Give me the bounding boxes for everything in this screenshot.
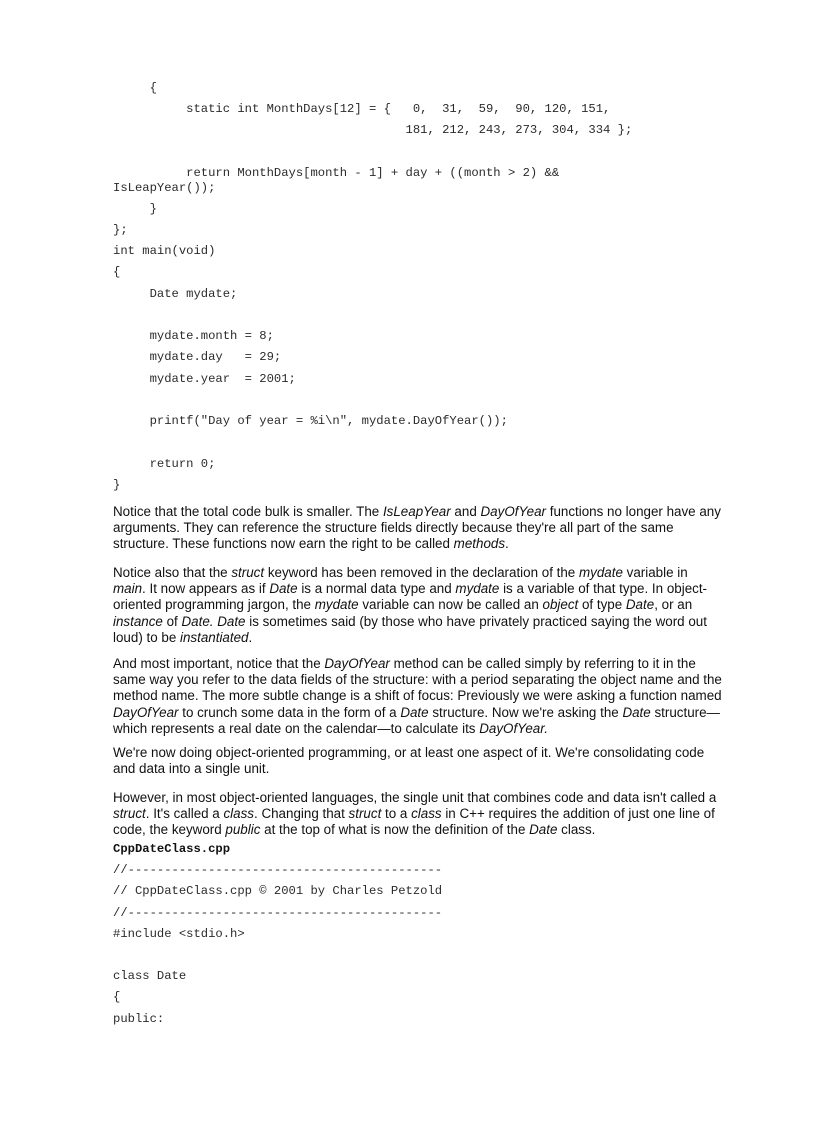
paragraph: We're now doing object-oriented programming, or at least one aspect of it. We're consolidating code and data into a single unit. xyxy=(113,745,705,777)
code-line: return MonthDays[month - 1] + day + ((month > 2) && xyxy=(113,166,560,180)
code-line: mydate.month = 8; xyxy=(113,329,274,343)
paragraph: Notice also that the struct keyword has been removed in the declaration of the mydate variable in main. It now appears as if Date is a normal data type and mydate is a variable of that type. In object-oriented programming jargon, the mydate variable can now be called an object of type Date, or an instance of Date. Date is sometimes said (by those who have privately practiced saying the word out loud) to be instantiated. xyxy=(113,565,708,645)
code-line: public: xyxy=(113,1012,165,1026)
code-line: { xyxy=(113,265,121,279)
paragraph: And most important, notice that the DayOfYear method can be called simply by referring to it in the same way you refer to the data fields of the structure: with a period separating the object name and the method name. The more subtle change is a shift of focus: Previously we were asking a function named DayOfYear to crunch some data in the form of a Date structure. Now we're asking the Date structure—which represents a real date on the calendar—to calculate its DayOfYear. xyxy=(113,656,722,736)
code-line: } xyxy=(113,202,157,216)
listing-filename: CppDateClass.cpp xyxy=(113,842,231,856)
code-line: 181, 212, 243, 273, 304, 334 }; xyxy=(113,123,633,137)
code-line: Date mydate; xyxy=(113,287,238,301)
code-line: IsLeapYear()); xyxy=(113,181,216,195)
code-line: #include <stdio.h> xyxy=(113,927,245,941)
code-line: { xyxy=(113,990,121,1004)
code-line: { xyxy=(113,81,157,95)
code-line: } xyxy=(113,478,121,492)
code-line: // CppDateClass.cpp © 2001 by Charles Petzold xyxy=(113,884,443,898)
paragraph: However, in most object-oriented languages, the single unit that combines code and data isn't called a struct. It's called a class. Changing that struct to a class in C++ requires the addition of just one line of code, the keyword public at the top of what is now the definition of the Date class. xyxy=(113,790,717,838)
code-line: mydate.day = 29; xyxy=(113,350,282,364)
code-line: int main(void) xyxy=(113,244,216,258)
code-line: //------------------------------------------- xyxy=(113,863,443,877)
code-line: }; xyxy=(113,223,128,237)
code-line: printf("Day of year = %i\n", mydate.DayOfYear()); xyxy=(113,414,508,428)
code-line: mydate.year = 2001; xyxy=(113,372,296,386)
code-line: static int MonthDays[12] = { 0, 31, 59, 90, 120, 151, xyxy=(113,102,611,116)
paragraph: Notice that the total code bulk is smaller. The IsLeapYear and DayOfYear functions no longer have any arguments. They can reference the structure fields directly because they're all part of the same structure. These functions now earn the right to be called methods. xyxy=(113,504,721,552)
code-line: return 0; xyxy=(113,457,216,471)
code-line: class Date xyxy=(113,969,187,983)
code-line: //------------------------------------------- xyxy=(113,906,443,920)
